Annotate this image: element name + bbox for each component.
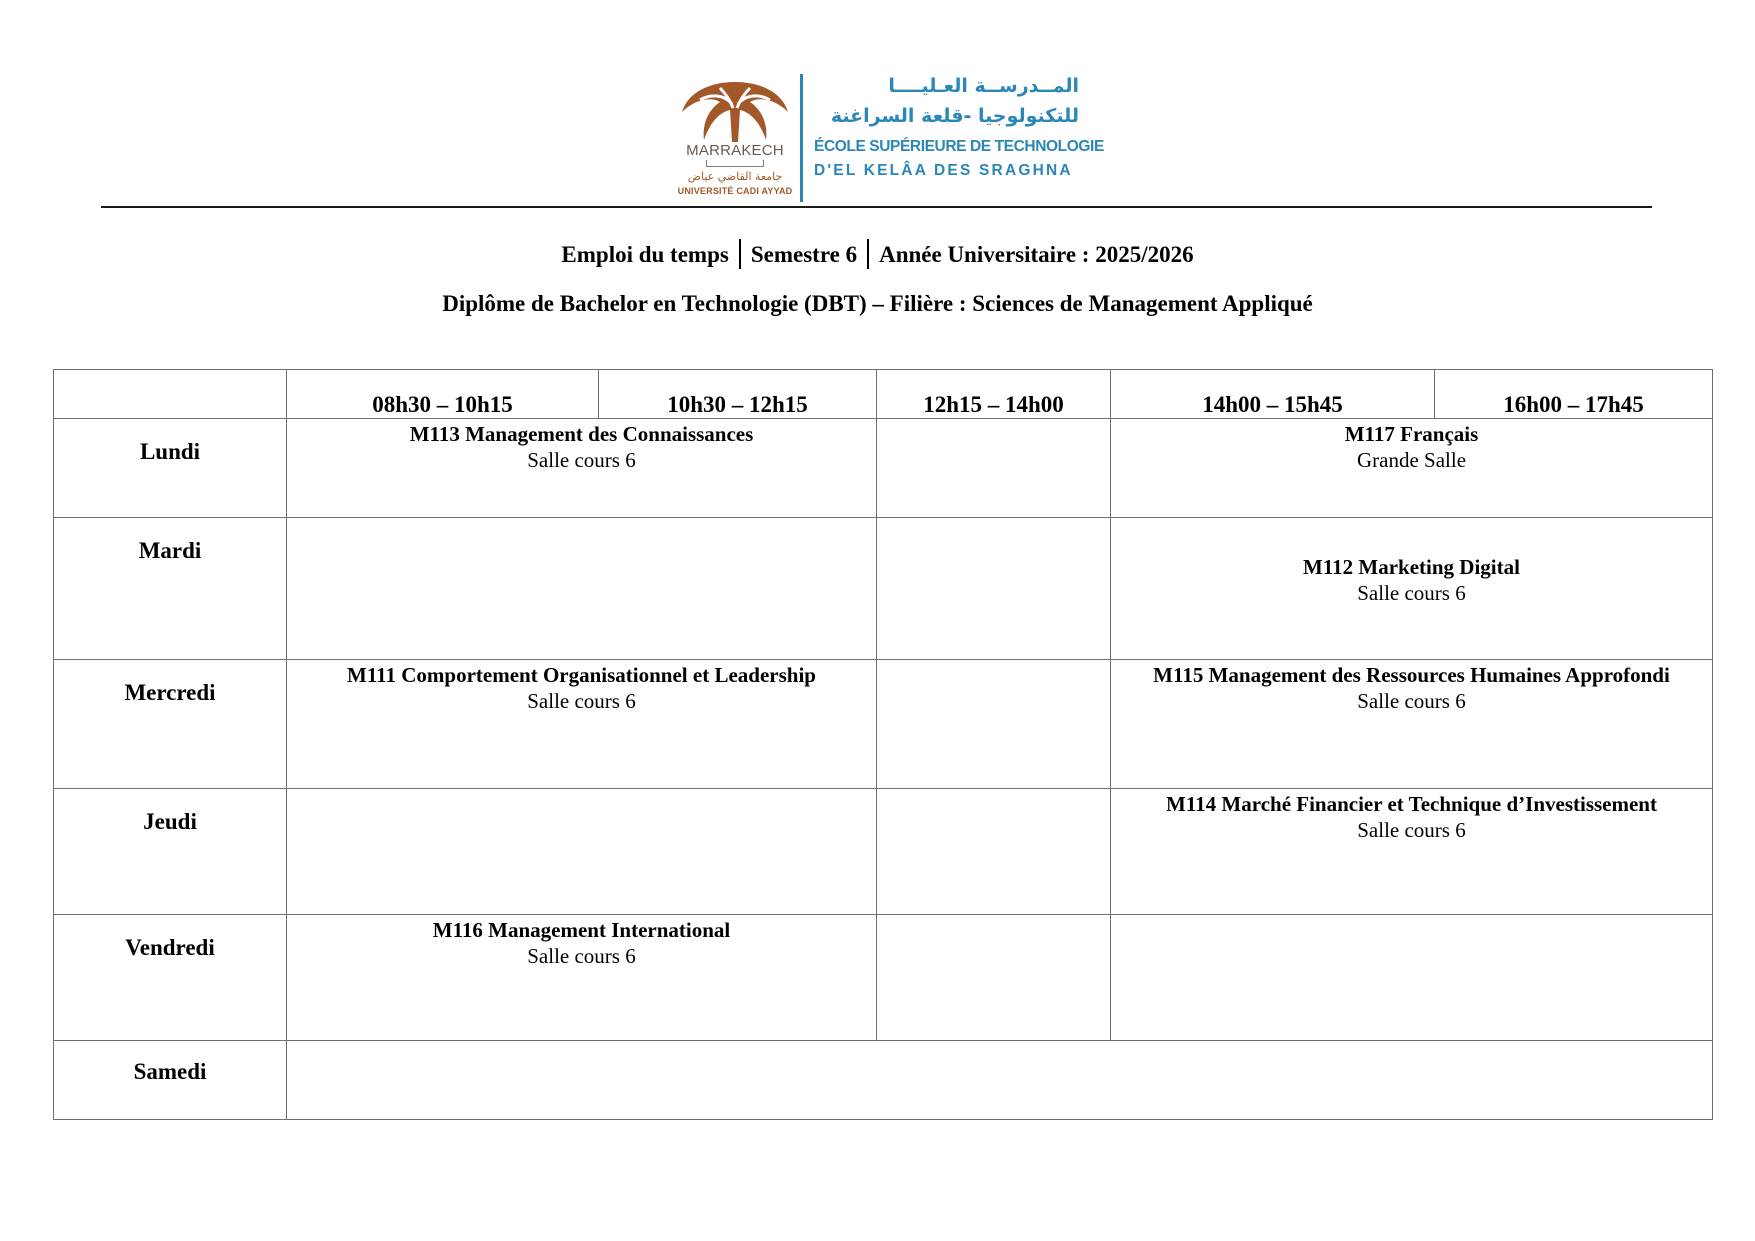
logo-bracket	[706, 160, 764, 167]
title-part-year: Année Universitaire : 2025/2026	[879, 242, 1194, 267]
timetable-header-row	[54, 370, 1713, 419]
day-label: Lundi	[54, 419, 287, 518]
course-cell	[1111, 518, 1713, 660]
school-logo	[676, 72, 1104, 204]
day-label: Mercredi	[54, 660, 287, 789]
empty-cell	[287, 1041, 1713, 1120]
day-label: Mardi	[54, 518, 287, 660]
palm-emblem-icon	[680, 78, 790, 144]
course-room: Salle cours 6	[527, 689, 636, 713]
school-name	[814, 72, 1104, 180]
course-room: Salle cours 6	[527, 944, 636, 968]
course-name: M117 Français	[1344, 422, 1479, 446]
title-separator	[867, 239, 869, 269]
school-name-fr-2: D'EL KELÂA DES SRAGHNA	[814, 162, 1073, 179]
course-name: M111 Comportement Organisationnel et Leadership	[347, 663, 816, 687]
empty-cell	[1111, 915, 1713, 1041]
course-room: Salle cours 6	[1357, 818, 1466, 842]
empty-cell	[287, 789, 877, 915]
course-name: M114 Marché Financier et Technique d’Investissement	[1166, 792, 1657, 816]
lunch-cell	[877, 518, 1111, 660]
table-row-vendredi	[54, 915, 1713, 1041]
day-label: Vendredi	[54, 915, 287, 1041]
course-cell	[287, 915, 877, 1041]
title-part-semester: Semestre 6	[750, 242, 858, 267]
course-cell	[1111, 789, 1713, 915]
table-row-mardi	[54, 518, 1713, 660]
logo-divider	[800, 74, 803, 202]
page-subtitle: Diplôme de Bachelor en Technologie (DBT) – Filière : Sciences de Management Appliqué	[442, 291, 1313, 316]
empty-cell	[287, 518, 877, 660]
course-room: Salle cours 6	[527, 448, 636, 472]
slot-header: 10h30 – 12h15	[599, 370, 877, 419]
page-title	[0, 239, 1755, 269]
timetable	[53, 369, 1713, 1120]
slot-header: 16h00 – 17h45	[1435, 370, 1713, 419]
day-label: Samedi	[54, 1041, 287, 1120]
school-name-ar-2: للتكنولوجيا -قلعة السراغنة	[830, 105, 1079, 127]
course-cell	[287, 419, 877, 518]
slot-header: 08h30 – 10h15	[287, 370, 599, 419]
corner-cell	[54, 370, 287, 419]
school-name-fr-1: ÉCOLE SUPÉRIEURE DE TECHNOLOGIE	[814, 138, 1104, 155]
lunch-cell	[877, 789, 1111, 915]
lunch-cell	[877, 419, 1111, 518]
course-name: M113 Management des Connaissances	[409, 422, 754, 446]
course-cell	[1111, 419, 1713, 518]
header-rule	[101, 206, 1652, 208]
course-name: M115 Management des Ressources Humaines Approfondi	[1153, 663, 1670, 687]
logo-city: MARRAKECH	[686, 142, 784, 159]
slot-header: 12h15 – 14h00	[877, 370, 1111, 419]
slot-header: 14h00 – 15h45	[1111, 370, 1435, 419]
table-row-mercredi	[54, 660, 1713, 789]
day-label: Jeudi	[54, 789, 287, 915]
school-name-ar-1: المــدرســة العـليــــا	[888, 75, 1079, 97]
table-row-samedi	[54, 1041, 1713, 1120]
lunch-cell	[877, 915, 1111, 1041]
course-name: M112 Marketing Digital	[1303, 555, 1520, 579]
course-room: Grande Salle	[1356, 448, 1467, 472]
lunch-cell	[877, 660, 1111, 789]
course-room: Salle cours 6	[1357, 689, 1466, 713]
logo-university-fr: UNIVERSITÉ CADI AYYAD	[677, 186, 793, 196]
table-row-jeudi	[54, 789, 1713, 915]
logo-university-ar: جامعة القاضي عياض	[687, 170, 783, 183]
title-part-schedule: Emploi du temps	[561, 242, 729, 267]
title-separator	[739, 239, 741, 269]
course-room: Salle cours 6	[1357, 581, 1466, 605]
table-row-lundi	[54, 419, 1713, 518]
course-name: M116 Management International	[432, 918, 731, 942]
university-emblem	[676, 72, 794, 204]
course-cell	[1111, 660, 1713, 789]
course-cell	[287, 660, 877, 789]
